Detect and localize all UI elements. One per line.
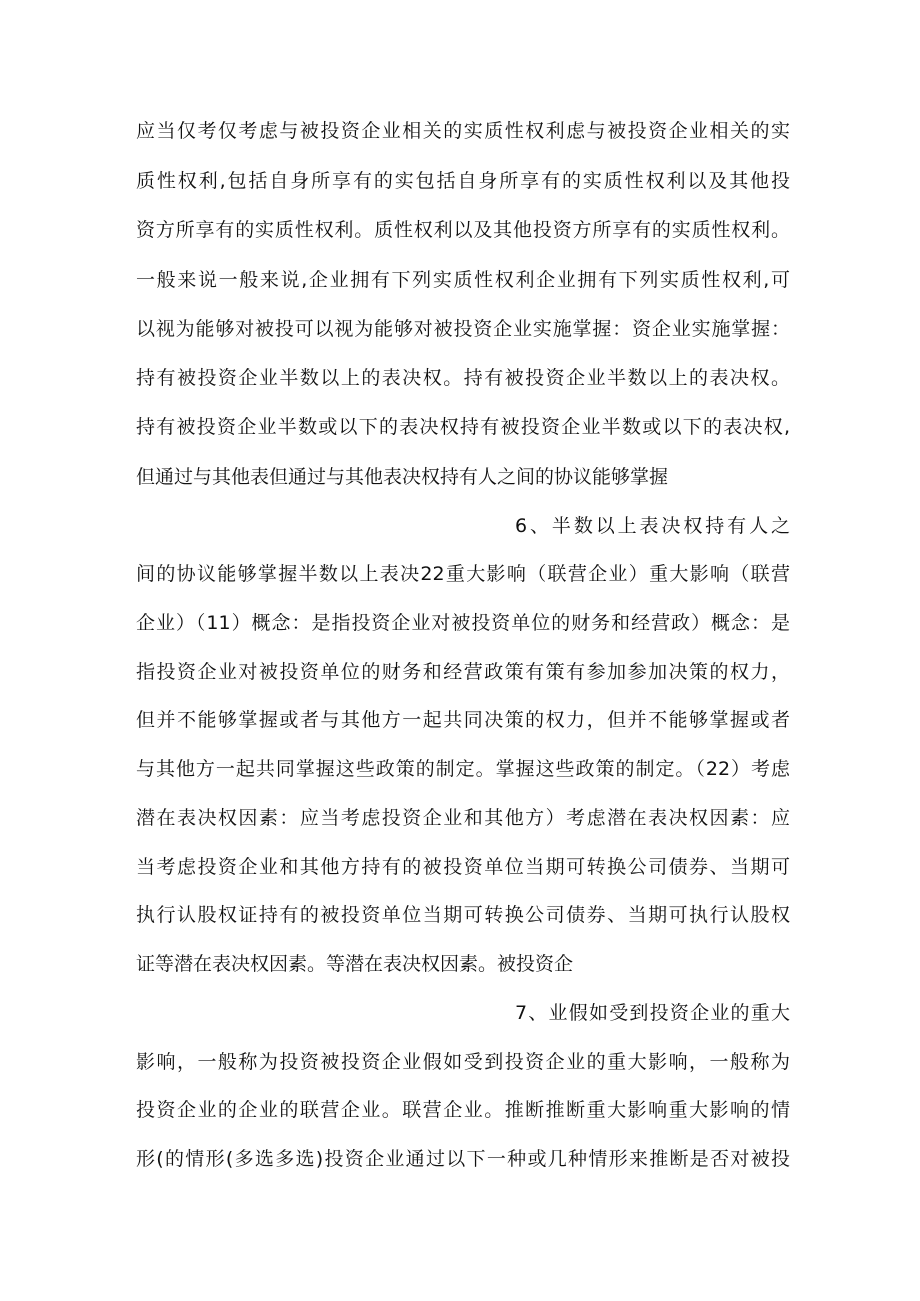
text-line: 指投资企业对被投资单位的财务和经营政策有策有参加参加决策的权力， xyxy=(136,661,790,683)
text-line: 与其他方一起共同掌握这些政策的制定。掌握这些政策的制定。（22）考虑 xyxy=(136,758,790,780)
numbered-item-heading: 7、业假如受到投资企业的重大 xyxy=(515,1002,790,1024)
text-line: 当考虑投资企业和其他方持有的被投资单位当期可转换公司债券、当期可 xyxy=(136,856,790,878)
text-line: 以视为能够对被投可以视为能够对被投资企业实施掌握：资企业实施掌握： xyxy=(136,318,790,340)
text-line: 持有被投资企业半数以上的表决权。持有被投资企业半数以上的表决权。 xyxy=(136,367,790,389)
text-line: 一般来说一般来说,企业拥有下列实质性权利企业拥有下列实质性权利,可 xyxy=(136,269,790,291)
text-line: 企业）（11）概念：是指投资企业对被投资单位的财务和经营政）概念：是 xyxy=(136,612,790,634)
text-line: 影响，一般称为投资被投资企业假如受到投资企业的重大影响，一般称为 xyxy=(136,1051,790,1073)
text-line: 质性权利,包括自身所享有的实包括自身所享有的实质性权利以及其他投 xyxy=(136,170,790,192)
text-line: 持有被投资企业半数或以下的表决权持有被投资企业半数或以下的表决权, xyxy=(136,416,790,438)
text-line: 资方所享有的实质性权利。质性权利以及其他投资方所享有的实质性权利。 xyxy=(136,219,790,241)
text-line: 潜在表决权因素：应当考虑投资企业和其他方）考虑潜在表决权因素：应 xyxy=(136,807,790,829)
text-line: 但并不能够掌握或者与其他方一起共同决策的权力，但并不能够掌握或者 xyxy=(136,709,790,731)
text-line: 应当仅考仅考虑与被投资企业相关的实质性权利虑与被投资企业相关的实 xyxy=(136,120,790,142)
text-line: 投资企业的企业的联营企业。联营企业。推断推断重大影响重大影响的情 xyxy=(136,1099,790,1121)
text-line: 证等潜在表决权因素。等潜在表决权因素。被投资企 xyxy=(136,953,574,975)
numbered-item-heading: 6、半数以上表决权持有人之 xyxy=(515,515,790,537)
text-line: 但通过与其他表但通过与其他表决权持有人之间的协议能够掌握 xyxy=(136,466,669,488)
text-line: 执行认股权证持有的被投资单位当期可转换公司债券、当期可执行认股权 xyxy=(136,904,790,926)
text-line: 形(的情形(多选多选)投资企业通过以下一种或几种情形来推断是否对被投 xyxy=(136,1148,790,1170)
text-line: 间的协议能够掌握半数以上表决22重大影响（联营企业）重大影响（联营 xyxy=(136,563,790,585)
